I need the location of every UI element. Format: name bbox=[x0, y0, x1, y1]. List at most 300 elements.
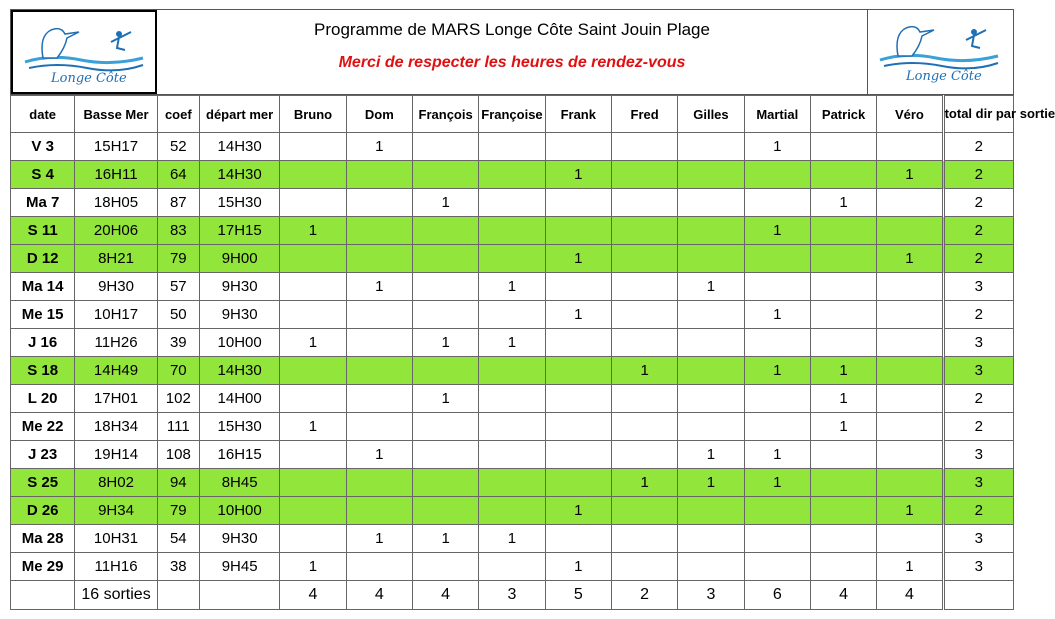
coef-cell: 70 bbox=[157, 357, 199, 385]
participant-cell bbox=[280, 441, 346, 469]
participant-cell bbox=[412, 469, 478, 497]
participant-cell bbox=[810, 525, 876, 553]
row-total-cell: 3 bbox=[943, 357, 1013, 385]
club-logo-left-icon bbox=[21, 18, 147, 88]
participant-cell bbox=[346, 469, 412, 497]
participant-cell bbox=[810, 301, 876, 329]
departure-cell: 9H30 bbox=[199, 301, 279, 329]
row-total-cell: 3 bbox=[943, 273, 1013, 301]
participant-cell bbox=[412, 441, 478, 469]
coef-cell: 102 bbox=[157, 385, 199, 413]
column-header: Patrick bbox=[810, 96, 876, 133]
row-total-cell: 2 bbox=[943, 245, 1013, 273]
participant-cell bbox=[280, 301, 346, 329]
row-total-cell: 2 bbox=[943, 189, 1013, 217]
participant-cell bbox=[412, 413, 478, 441]
table-row bbox=[11, 553, 1014, 581]
participant-cell bbox=[479, 161, 545, 189]
participant-total-cell: 6 bbox=[744, 581, 810, 610]
totals-row bbox=[11, 581, 1014, 610]
participant-cell bbox=[678, 357, 744, 385]
participant-cell bbox=[346, 217, 412, 245]
participant-cell: 1 bbox=[346, 525, 412, 553]
table-row bbox=[11, 357, 1014, 385]
participant-cell bbox=[678, 329, 744, 357]
row-total-cell: 2 bbox=[943, 217, 1013, 245]
participant-cell bbox=[545, 189, 611, 217]
participant-cell: 1 bbox=[280, 217, 346, 245]
low-tide-cell: 8H21 bbox=[75, 245, 157, 273]
participant-cell bbox=[810, 469, 876, 497]
participant-total-cell: 5 bbox=[545, 581, 611, 610]
low-tide-cell: 17H01 bbox=[75, 385, 157, 413]
participant-cell: 1 bbox=[744, 441, 810, 469]
participant-total-cell: 4 bbox=[877, 581, 943, 610]
coef-cell: 57 bbox=[157, 273, 199, 301]
participant-cell bbox=[678, 525, 744, 553]
date-cell: J 23 bbox=[11, 441, 75, 469]
low-tide-cell: 9H30 bbox=[75, 273, 157, 301]
participant-cell bbox=[678, 553, 744, 581]
participant-cell: 1 bbox=[479, 525, 545, 553]
date-cell: Me 15 bbox=[11, 301, 75, 329]
participant-cell bbox=[479, 469, 545, 497]
participant-cell bbox=[479, 217, 545, 245]
participant-cell bbox=[611, 413, 677, 441]
low-tide-cell: 14H49 bbox=[75, 357, 157, 385]
column-header: total dir par sortie bbox=[943, 96, 1013, 133]
participant-cell bbox=[545, 385, 611, 413]
participant-cell bbox=[412, 161, 478, 189]
participant-cell bbox=[412, 553, 478, 581]
column-header: date bbox=[11, 96, 75, 133]
schedule-table bbox=[10, 95, 1055, 610]
participant-cell bbox=[545, 469, 611, 497]
participant-cell bbox=[877, 469, 943, 497]
date-cell: V 3 bbox=[11, 133, 75, 161]
participant-cell bbox=[678, 189, 744, 217]
participant-cell bbox=[545, 525, 611, 553]
column-header: Fred bbox=[611, 96, 677, 133]
row-total-cell: 2 bbox=[943, 385, 1013, 413]
coef-cell: 94 bbox=[157, 469, 199, 497]
column-header: Bruno bbox=[280, 96, 346, 133]
date-cell: D 12 bbox=[11, 245, 75, 273]
row-total-cell: 3 bbox=[943, 329, 1013, 357]
table-row bbox=[11, 189, 1014, 217]
participant-cell bbox=[280, 469, 346, 497]
date-cell: Ma 14 bbox=[11, 273, 75, 301]
schedule-sheet bbox=[10, 9, 1055, 609]
table-row bbox=[11, 301, 1014, 329]
participant-cell bbox=[744, 525, 810, 553]
participant-cell bbox=[611, 161, 677, 189]
participant-cell: 1 bbox=[280, 329, 346, 357]
departure-cell: 15H30 bbox=[199, 189, 279, 217]
participant-cell: 1 bbox=[744, 301, 810, 329]
departure-cell: 15H30 bbox=[199, 413, 279, 441]
participant-cell bbox=[611, 189, 677, 217]
participant-total-cell: 4 bbox=[810, 581, 876, 610]
participant-cell bbox=[346, 301, 412, 329]
participant-cell: 1 bbox=[412, 189, 478, 217]
participant-cell bbox=[744, 385, 810, 413]
row-total-cell: 3 bbox=[943, 525, 1013, 553]
participant-cell: 1 bbox=[479, 329, 545, 357]
departure-cell: 10H00 bbox=[199, 329, 279, 357]
participant-cell bbox=[545, 413, 611, 441]
participant-total-cell: 2 bbox=[611, 581, 677, 610]
participant-cell: 1 bbox=[545, 161, 611, 189]
participant-cell: 1 bbox=[877, 161, 943, 189]
coef-cell: 83 bbox=[157, 217, 199, 245]
participant-cell bbox=[280, 357, 346, 385]
date-cell: S 11 bbox=[11, 217, 75, 245]
row-total-cell: 2 bbox=[943, 301, 1013, 329]
low-tide-cell: 20H06 bbox=[75, 217, 157, 245]
participant-cell bbox=[412, 245, 478, 273]
participant-cell: 1 bbox=[545, 553, 611, 581]
participant-cell bbox=[744, 189, 810, 217]
participant-cell bbox=[346, 497, 412, 525]
departure-cell: 8H45 bbox=[199, 469, 279, 497]
coef-cell: 79 bbox=[157, 497, 199, 525]
table-row bbox=[11, 161, 1014, 189]
participant-total-cell: 4 bbox=[412, 581, 478, 610]
date-cell: S 25 bbox=[11, 469, 75, 497]
row-total-cell: 2 bbox=[943, 161, 1013, 189]
participant-cell bbox=[412, 217, 478, 245]
participant-cell bbox=[877, 133, 943, 161]
participant-cell: 1 bbox=[678, 273, 744, 301]
participant-cell bbox=[479, 357, 545, 385]
participant-cell bbox=[280, 273, 346, 301]
date-cell: S 4 bbox=[11, 161, 75, 189]
date-cell: Me 22 bbox=[11, 413, 75, 441]
participant-cell bbox=[412, 497, 478, 525]
participant-cell bbox=[280, 497, 346, 525]
low-tide-cell: 10H31 bbox=[75, 525, 157, 553]
date-cell: J 16 bbox=[11, 329, 75, 357]
participant-cell bbox=[545, 329, 611, 357]
participant-cell: 1 bbox=[545, 245, 611, 273]
table-row bbox=[11, 497, 1014, 525]
club-logo-left bbox=[11, 10, 157, 94]
participant-cell: 1 bbox=[545, 497, 611, 525]
participant-cell bbox=[877, 217, 943, 245]
participant-cell bbox=[611, 273, 677, 301]
participant-cell bbox=[877, 525, 943, 553]
participant-cell bbox=[611, 217, 677, 245]
participant-cell bbox=[479, 189, 545, 217]
table-row bbox=[11, 441, 1014, 469]
participant-cell bbox=[545, 273, 611, 301]
participant-cell: 1 bbox=[744, 217, 810, 245]
participant-cell bbox=[678, 217, 744, 245]
participant-cell bbox=[479, 441, 545, 469]
page-subtitle: Merci de respecter les heures de rendez-vous bbox=[338, 54, 686, 71]
coef-cell: 64 bbox=[157, 161, 199, 189]
participant-cell bbox=[810, 217, 876, 245]
participant-cell bbox=[744, 413, 810, 441]
header bbox=[10, 9, 1014, 95]
participant-cell bbox=[280, 189, 346, 217]
participant-cell bbox=[280, 133, 346, 161]
table-row bbox=[11, 329, 1014, 357]
participant-cell bbox=[346, 385, 412, 413]
coef-cell: 38 bbox=[157, 553, 199, 581]
participant-total-cell: 4 bbox=[280, 581, 346, 610]
participant-cell bbox=[877, 357, 943, 385]
date-cell: S 18 bbox=[11, 357, 75, 385]
empty-cell bbox=[11, 581, 75, 610]
participant-cell bbox=[678, 161, 744, 189]
column-header: Françoise bbox=[479, 96, 545, 133]
participant-cell bbox=[744, 245, 810, 273]
participant-cell bbox=[545, 133, 611, 161]
participant-cell bbox=[611, 329, 677, 357]
sorties-count-cell: 16 sorties bbox=[75, 581, 157, 610]
low-tide-cell: 19H14 bbox=[75, 441, 157, 469]
participant-cell bbox=[611, 441, 677, 469]
low-tide-cell: 8H02 bbox=[75, 469, 157, 497]
table-row bbox=[11, 245, 1014, 273]
participant-cell bbox=[545, 441, 611, 469]
participant-cell bbox=[545, 217, 611, 245]
participant-cell: 1 bbox=[744, 133, 810, 161]
participant-cell bbox=[545, 357, 611, 385]
participant-cell bbox=[412, 273, 478, 301]
column-header: Frank bbox=[545, 96, 611, 133]
participant-cell bbox=[877, 413, 943, 441]
participant-cell bbox=[280, 245, 346, 273]
row-total-cell: 2 bbox=[943, 497, 1013, 525]
coef-cell: 111 bbox=[157, 413, 199, 441]
participant-cell: 1 bbox=[346, 273, 412, 301]
table-row bbox=[11, 385, 1014, 413]
date-cell: L 20 bbox=[11, 385, 75, 413]
empty-cell bbox=[199, 581, 279, 610]
departure-cell: 14H00 bbox=[199, 385, 279, 413]
participant-cell: 1 bbox=[877, 553, 943, 581]
date-cell: D 26 bbox=[11, 497, 75, 525]
column-header: Véro bbox=[877, 96, 943, 133]
participant-cell: 1 bbox=[280, 413, 346, 441]
coef-cell: 87 bbox=[157, 189, 199, 217]
participant-cell bbox=[611, 553, 677, 581]
participant-cell bbox=[744, 497, 810, 525]
participant-cell bbox=[346, 329, 412, 357]
table-row bbox=[11, 413, 1014, 441]
participant-cell bbox=[810, 161, 876, 189]
participant-cell bbox=[412, 301, 478, 329]
participant-cell bbox=[412, 133, 478, 161]
participant-cell bbox=[611, 133, 677, 161]
column-header: Basse Mer bbox=[75, 96, 157, 133]
participant-cell bbox=[877, 441, 943, 469]
low-tide-cell: 18H34 bbox=[75, 413, 157, 441]
row-total-cell: 3 bbox=[943, 469, 1013, 497]
coef-cell: 52 bbox=[157, 133, 199, 161]
coef-cell: 50 bbox=[157, 301, 199, 329]
svg-text:Longe Côte: Longe Côte bbox=[906, 69, 982, 84]
low-tide-cell: 18H05 bbox=[75, 189, 157, 217]
participant-cell bbox=[744, 273, 810, 301]
participant-cell bbox=[346, 161, 412, 189]
participant-cell bbox=[744, 553, 810, 581]
empty-cell bbox=[157, 581, 199, 610]
departure-cell: 14H30 bbox=[199, 133, 279, 161]
participant-cell bbox=[280, 525, 346, 553]
participant-cell: 1 bbox=[611, 469, 677, 497]
participant-cell bbox=[280, 161, 346, 189]
participant-cell bbox=[479, 553, 545, 581]
table-row bbox=[11, 469, 1014, 497]
departure-cell: 10H00 bbox=[199, 497, 279, 525]
departure-cell: 9H45 bbox=[199, 553, 279, 581]
participant-cell: 1 bbox=[545, 301, 611, 329]
departure-cell: 14H30 bbox=[199, 161, 279, 189]
participant-cell bbox=[877, 329, 943, 357]
column-header: départ mer bbox=[199, 96, 279, 133]
participant-cell bbox=[678, 301, 744, 329]
participant-cell bbox=[611, 497, 677, 525]
participant-cell bbox=[479, 301, 545, 329]
departure-cell: 9H30 bbox=[199, 525, 279, 553]
participant-cell: 1 bbox=[877, 245, 943, 273]
participant-cell bbox=[346, 245, 412, 273]
participant-cell bbox=[479, 245, 545, 273]
coef-cell: 79 bbox=[157, 245, 199, 273]
participant-cell: 1 bbox=[412, 385, 478, 413]
participant-cell: 1 bbox=[810, 413, 876, 441]
participant-cell bbox=[479, 133, 545, 161]
low-tide-cell: 11H26 bbox=[75, 329, 157, 357]
low-tide-cell: 9H34 bbox=[75, 497, 157, 525]
column-header: coef bbox=[157, 96, 199, 133]
participant-cell bbox=[611, 245, 677, 273]
participant-cell: 1 bbox=[810, 385, 876, 413]
date-cell: Ma 28 bbox=[11, 525, 75, 553]
participant-cell bbox=[479, 385, 545, 413]
participant-cell bbox=[810, 441, 876, 469]
participant-cell bbox=[744, 161, 810, 189]
participant-cell: 1 bbox=[346, 133, 412, 161]
participant-cell bbox=[877, 189, 943, 217]
column-header: Dom bbox=[346, 96, 412, 133]
participant-cell bbox=[678, 497, 744, 525]
low-tide-cell: 15H17 bbox=[75, 133, 157, 161]
participant-cell bbox=[678, 385, 744, 413]
departure-cell: 16H15 bbox=[199, 441, 279, 469]
participant-cell bbox=[810, 553, 876, 581]
participant-cell bbox=[877, 273, 943, 301]
participant-cell bbox=[810, 497, 876, 525]
participant-cell: 1 bbox=[412, 329, 478, 357]
table-row bbox=[11, 133, 1014, 161]
departure-cell: 9H00 bbox=[199, 245, 279, 273]
participant-cell bbox=[412, 357, 478, 385]
participant-cell bbox=[678, 245, 744, 273]
participant-cell: 1 bbox=[678, 441, 744, 469]
participant-cell bbox=[346, 357, 412, 385]
participant-cell: 1 bbox=[678, 469, 744, 497]
participant-cell: 1 bbox=[744, 357, 810, 385]
coef-cell: 39 bbox=[157, 329, 199, 357]
grand-total-cell bbox=[943, 581, 1013, 610]
participant-cell bbox=[280, 385, 346, 413]
row-total-cell: 3 bbox=[943, 441, 1013, 469]
participant-cell bbox=[810, 273, 876, 301]
participant-cell bbox=[611, 301, 677, 329]
table-row bbox=[11, 273, 1014, 301]
participant-cell: 1 bbox=[412, 525, 478, 553]
column-header: Gilles bbox=[678, 96, 744, 133]
low-tide-cell: 11H16 bbox=[75, 553, 157, 581]
row-total-cell: 2 bbox=[943, 413, 1013, 441]
svg-text:Longe Côte: Longe Côte bbox=[51, 71, 127, 86]
participant-cell bbox=[611, 525, 677, 553]
low-tide-cell: 16H11 bbox=[75, 161, 157, 189]
participant-cell: 1 bbox=[744, 469, 810, 497]
table-header-row bbox=[11, 96, 1014, 133]
date-cell: Me 29 bbox=[11, 553, 75, 581]
table-row bbox=[11, 217, 1014, 245]
participant-cell bbox=[479, 413, 545, 441]
participant-cell: 1 bbox=[346, 441, 412, 469]
participant-total-cell: 3 bbox=[678, 581, 744, 610]
departure-cell: 14H30 bbox=[199, 357, 279, 385]
column-header: François bbox=[412, 96, 478, 133]
row-total-cell: 3 bbox=[943, 553, 1013, 581]
coef-cell: 108 bbox=[157, 441, 199, 469]
table-body bbox=[11, 133, 1014, 610]
participant-cell bbox=[346, 189, 412, 217]
coef-cell: 54 bbox=[157, 525, 199, 553]
participant-cell bbox=[810, 133, 876, 161]
participant-cell bbox=[346, 553, 412, 581]
club-logo-right bbox=[867, 10, 1013, 94]
column-header: Martial bbox=[744, 96, 810, 133]
table-row bbox=[11, 525, 1014, 553]
participant-cell: 1 bbox=[810, 357, 876, 385]
page-title: Programme de MARS Longe Côte Saint Jouin Plage bbox=[314, 20, 710, 39]
club-logo-right-icon bbox=[876, 16, 1002, 86]
participant-total-cell: 3 bbox=[479, 581, 545, 610]
participant-cell bbox=[810, 329, 876, 357]
departure-cell: 17H15 bbox=[199, 217, 279, 245]
participant-cell bbox=[611, 385, 677, 413]
participant-total-cell: 4 bbox=[346, 581, 412, 610]
participant-cell bbox=[678, 133, 744, 161]
participant-cell: 1 bbox=[877, 497, 943, 525]
participant-cell: 1 bbox=[810, 189, 876, 217]
participant-cell: 1 bbox=[280, 553, 346, 581]
participant-cell: 1 bbox=[479, 273, 545, 301]
participant-cell bbox=[877, 385, 943, 413]
row-total-cell: 2 bbox=[943, 133, 1013, 161]
date-cell: Ma 7 bbox=[11, 189, 75, 217]
participant-cell bbox=[877, 301, 943, 329]
low-tide-cell: 10H17 bbox=[75, 301, 157, 329]
participant-cell bbox=[479, 497, 545, 525]
participant-cell: 1 bbox=[611, 357, 677, 385]
participant-cell bbox=[678, 413, 744, 441]
participant-cell bbox=[810, 245, 876, 273]
participant-cell bbox=[744, 329, 810, 357]
departure-cell: 9H30 bbox=[199, 273, 279, 301]
participant-cell bbox=[346, 413, 412, 441]
